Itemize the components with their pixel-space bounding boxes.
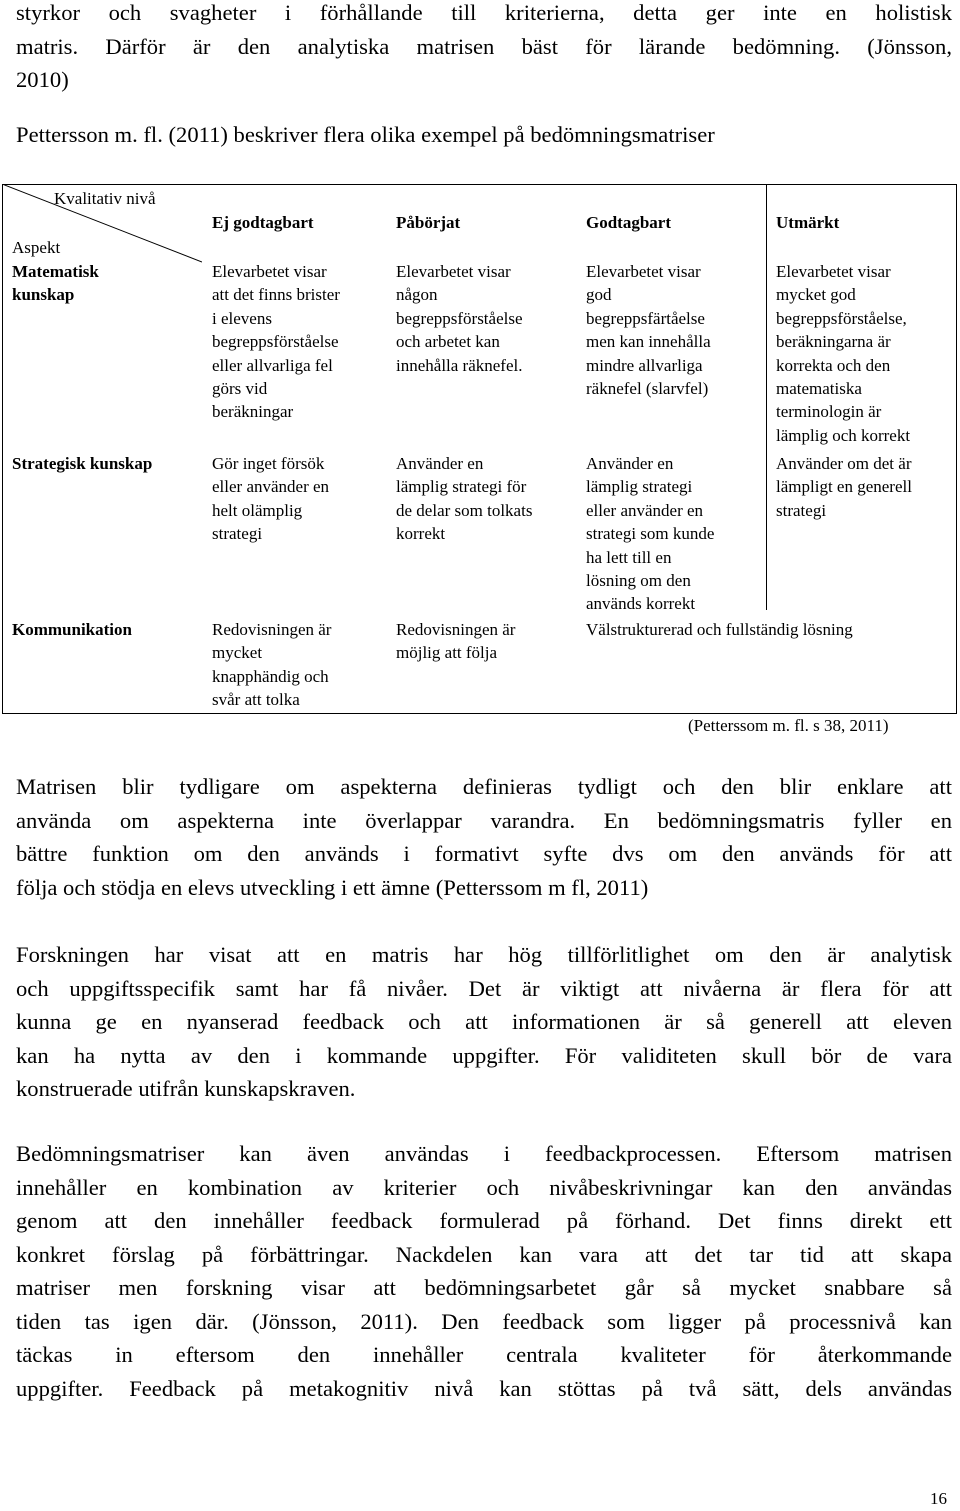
aspect-label: Strategisk kunskap [12, 454, 153, 473]
level-header: Utmärkt [776, 213, 840, 232]
text-line: kunna ge en nyanserad feedback och att informationen är så generell att eleven [16, 1009, 952, 1034]
corner-aspect-label: Aspekt [12, 238, 61, 257]
intro-paragraph [16, 0, 952, 97]
aspect-label: Matematisk kunskap [12, 262, 99, 305]
text-line: 2010) [16, 67, 69, 92]
matrix-cell: Elevarbetet visar god begreppsfärtåelse men kan innehålla mindre allvarliga räknefel (slarvfel) [586, 262, 711, 399]
text-line: matris. Därför är den analytiska matrisen bäst för lärande bedömning. (Jönsson, [16, 33, 952, 59]
text-line: täckas in eftersom den innehåller centrala kvaliteter för återkommande [16, 1342, 952, 1367]
assessment-matrix [2, 184, 957, 714]
text-line: följa och stödja en elevs utveckling i ett ämne (Petterssom m fl, 2011) [16, 874, 649, 900]
text-line: Forskningen har visat att en matris har hög tillförlitlighet om den är analytisk [16, 942, 952, 967]
matrix-cell: Använder en lämplig strategi för de delar som tolkats korrekt [396, 454, 533, 544]
page-number: 16 [930, 1489, 947, 1508]
corner-level-label: Kvalitativ nivå [54, 189, 156, 208]
matrix-citation: (Petterssom m. fl. s 38, 2011) [688, 716, 889, 735]
matrix-cell: Redovisningen är möjlig att följa [396, 620, 516, 663]
matrix-cell: Använder en lämplig strategi eller använder en strategi som kunde ha lett till en lösning om den används korrekt [586, 454, 715, 614]
matrix-cell: Redovisningen är mycket knapphändig och svår att tolka [212, 620, 332, 710]
text-line: använda om aspekterna inte överlappar varandra. En bedömningsmatris fyller en [16, 807, 952, 833]
level-header: Påbörjat [396, 213, 461, 232]
text-line: konkret förslag på förbättringar. Nackdelen kan vara att det tar tid att skapa [16, 1241, 952, 1267]
text-line: matriser men forskning visar att bedömningsarbetet går så mycket snabbare så [16, 1275, 952, 1300]
aspect-label: Kommunikation [12, 620, 132, 639]
body-paragraph [16, 938, 952, 1106]
text-line: styrkor och svagheter i förhållande till kriterierna, detta ger inte en holistisk [16, 0, 952, 25]
matrix-cell: Elevarbetet visar någon begreppsförståelse och arbetet kan innehålla räknefel. [396, 262, 523, 375]
text-line: innehåller en kombination av kriterier och nivåbeskrivningar kan den användas [16, 1174, 952, 1200]
body-paragraph [16, 1137, 952, 1405]
matrix-cell: Välstrukturerad och fullständig lösning [586, 620, 853, 639]
level-header: Ej godtagbart [212, 213, 314, 232]
matrix-cell: Elevarbetet visar att det finns brister i elevens begreppsförståelse eller allvarliga fel görs vid beräkningar [212, 262, 340, 422]
text-line: konstruerade utifrån kunskapskraven. [16, 1076, 356, 1101]
matrix-cell: Gör inget försök eller använder en helt olämplig strategi [212, 454, 330, 544]
text-line: Matrisen blir tydligare om aspekterna definieras tydligt och den blir enklare att [16, 774, 952, 799]
text-line: Pettersson m. fl. (2011) beskriver flera olika exempel på bedömningsmatriser [16, 122, 715, 147]
text-line: Bedömningsmatriser kan även användas i feedbackprocessen. Eftersom matrisen [16, 1141, 952, 1166]
body-paragraph [16, 770, 952, 904]
text-line: och uppgiftsspecifik samt har få nivåer. Det är viktigt att nivåerna är flera för att [16, 975, 952, 1001]
matrix-cell: Elevarbetet visar mycket god begreppsförståelse, beräkningarna är korrekta och den matematiska terminologin är lämplig och korrekt [776, 262, 911, 445]
text-line: genom att den innehåller feedback formulerad på förhand. Det finns direkt ett [16, 1208, 952, 1233]
level-header: Godtagbart [586, 213, 671, 232]
text-line: tiden tas igen där. (Jönsson, 2011). Den feedback som ligger på processnivå kan [16, 1308, 952, 1334]
text-line: uppgifter. Feedback på metakognitiv nivå kan stöttas på två sätt, dels användas [16, 1375, 952, 1401]
text-line: bättre funktion om den används i formativt syfte dvs om den används för att [16, 841, 952, 866]
matrix-cell: Använder om det är lämpligt en generell strategi [776, 454, 912, 520]
lead-paragraph [16, 118, 952, 152]
text-line: kan ha nytta av den i kommande uppgifter. För validiteten skull bör de vara [16, 1042, 952, 1068]
